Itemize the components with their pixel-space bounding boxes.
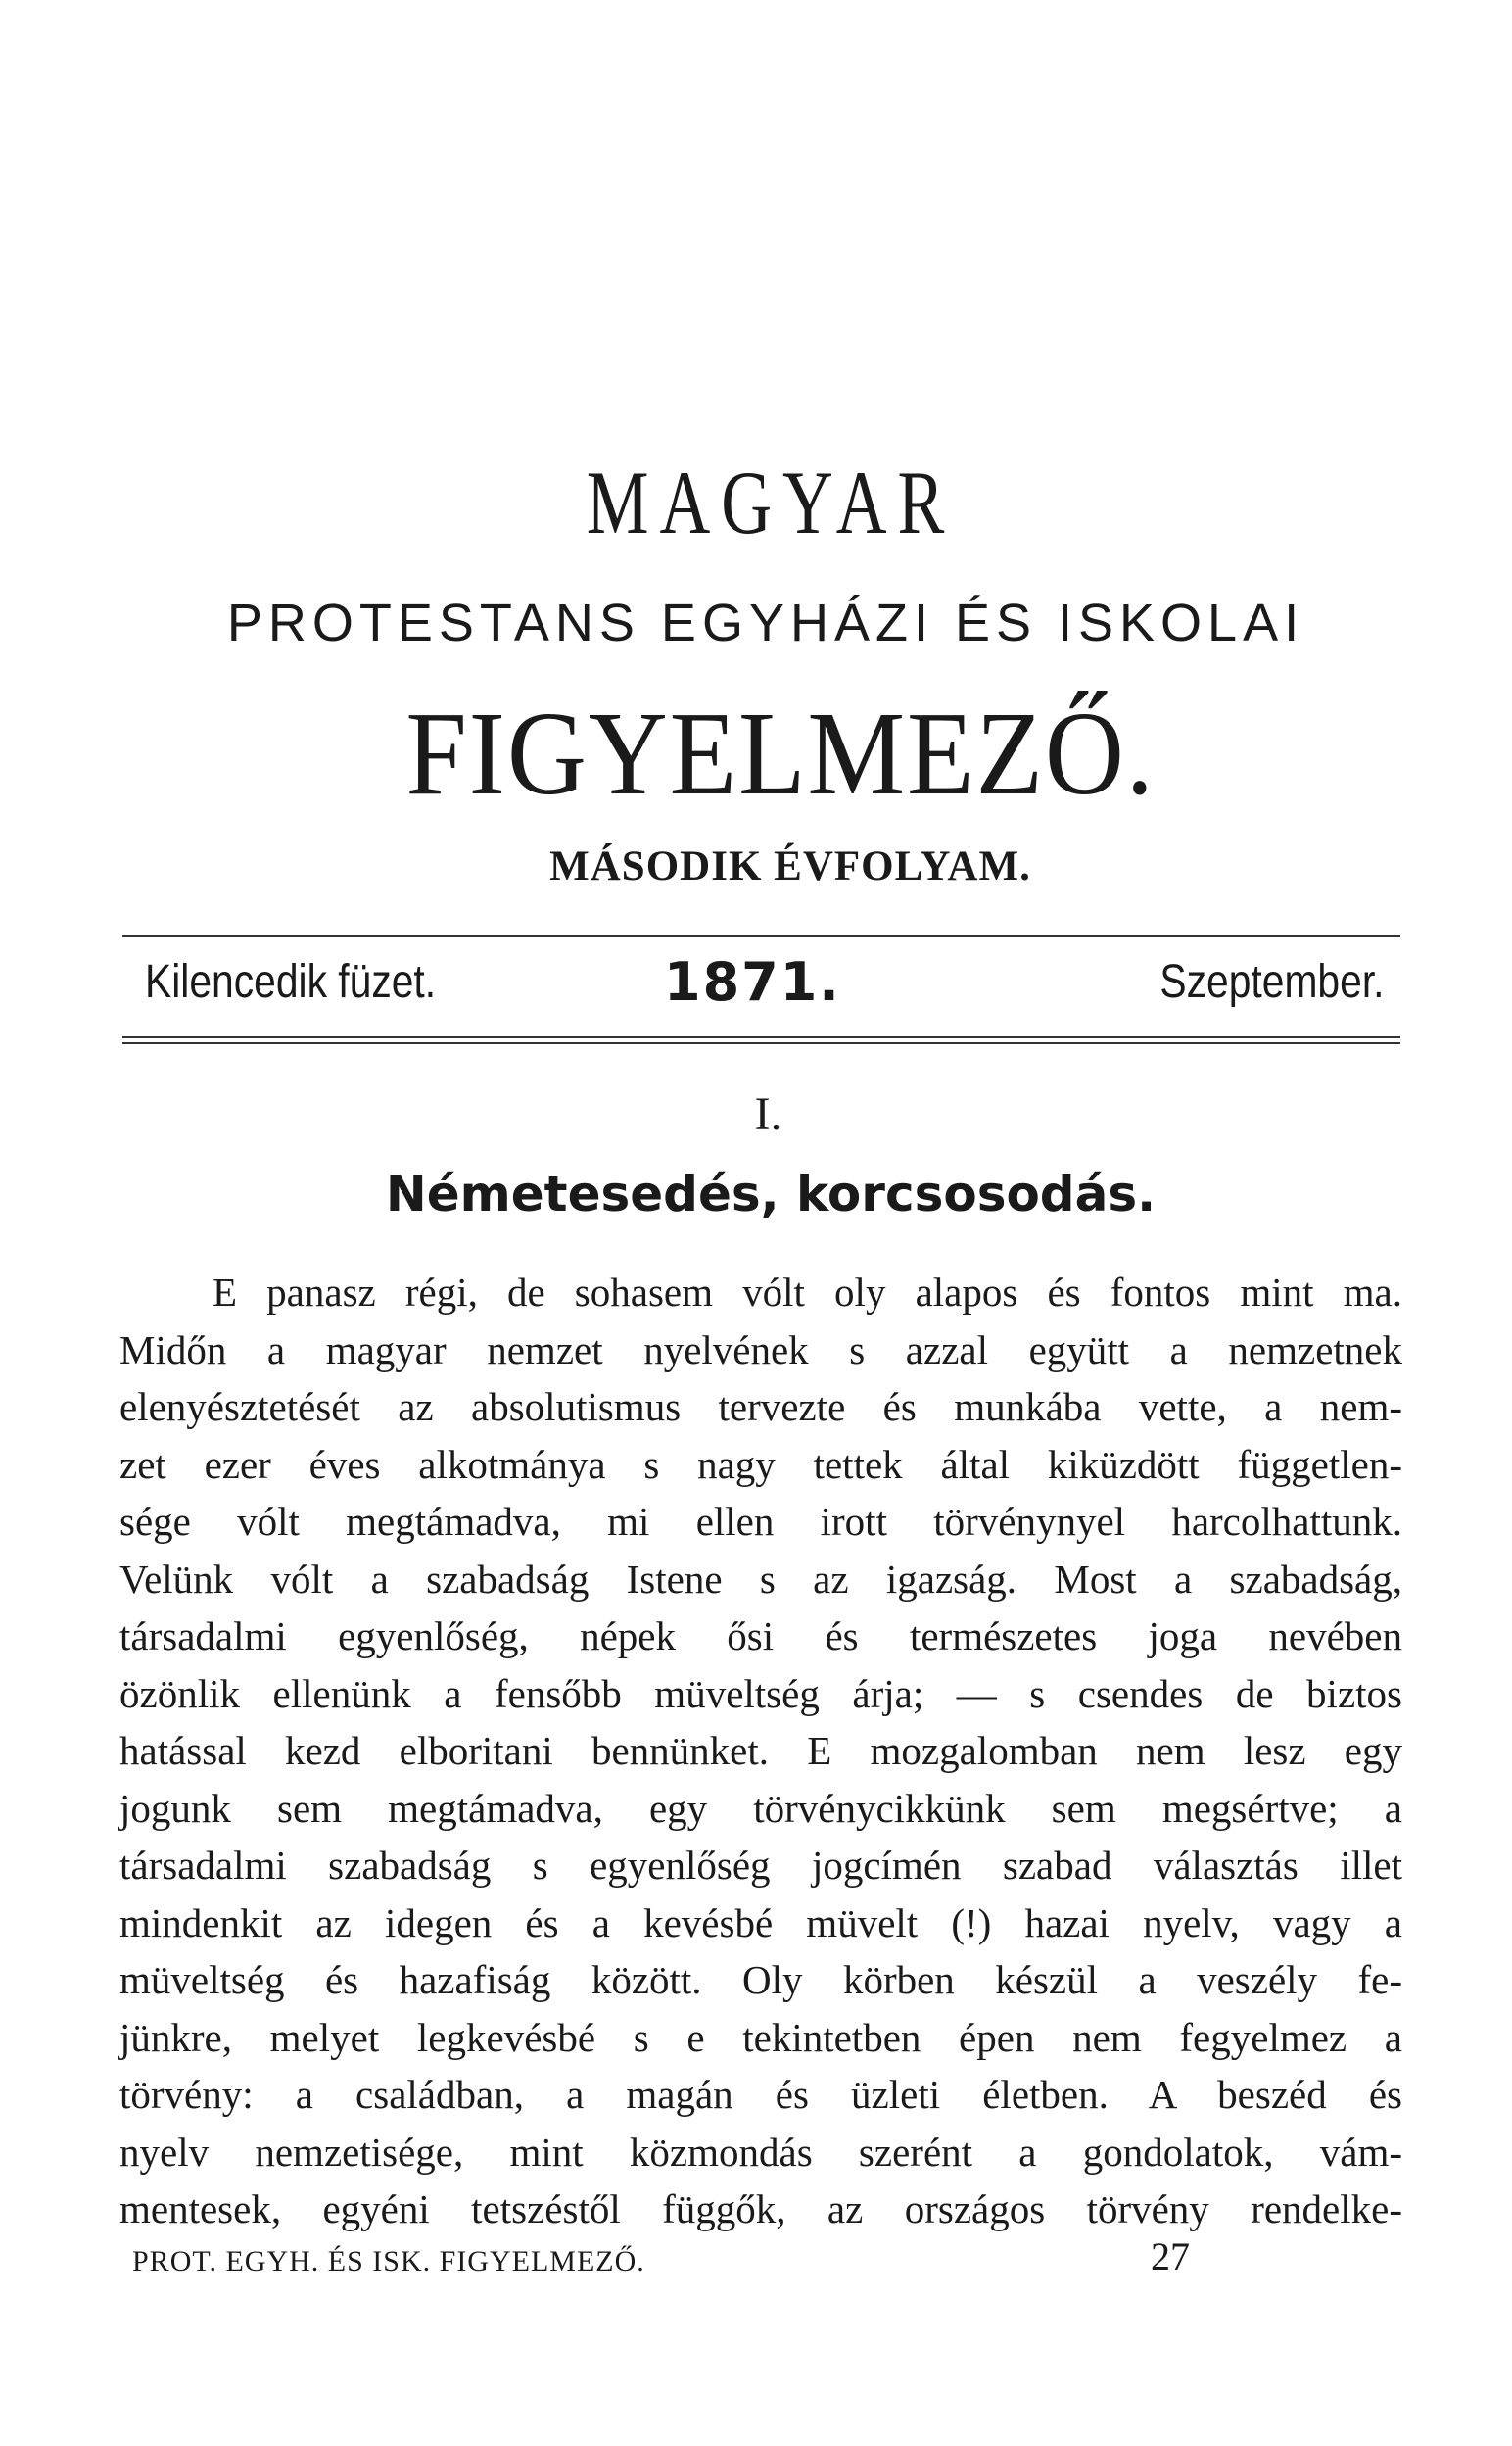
- volume-label: MÁSODIK ÉVFOLYAM.: [549, 843, 1031, 889]
- body-line: nyelv nemzetisége, mint közmondás szerént a gondolatok, vám-: [119, 2129, 1402, 2175]
- body-line: társadalmi szabadság s egyenlőség jogcímén szabad választás illet: [119, 1843, 1402, 1888]
- section-number: I.: [754, 1088, 782, 1140]
- page-number: 27: [1151, 2234, 1190, 2278]
- body-line: sége vólt megtámadva, mi ellen irott törvénynyel harcolhattunk.: [119, 1499, 1402, 1544]
- body-line: elenyésztetését az absolutismus tervezte és munkába vette, a nem-: [119, 1384, 1402, 1429]
- body-line: jogunk sem megtámadva, egy törvénycikkünk sem megsértve; a: [119, 1785, 1402, 1831]
- body-line: Velünk vólt a szabadság Istene s az igazság. Most a szabadság,: [119, 1556, 1402, 1602]
- issue-number: Kilencedik füzet.: [145, 956, 437, 1008]
- body-line: mentesek, egyéni tetszéstől függők, az országos törvény rendelke-: [119, 2186, 1402, 2231]
- body-line: törvény: a családban, a magán és üzleti életben. A beszéd és: [119, 2072, 1402, 2117]
- body-line: E panasz régi, de sohasem vólt oly alapos és fontos mint ma.: [213, 1270, 1402, 1315]
- article-body: [119, 1264, 1402, 2238]
- article-title: Németesedés, korcsosodás.: [385, 1166, 1157, 1223]
- issue-month: Szeptember.: [1158, 956, 1384, 1008]
- body-line: társadalmi egyenlőség, népek ősi és természetes joga nevében: [119, 1613, 1402, 1658]
- body-line: hatással kezd elboritani bennünket. E mozgalomban nem lesz egy: [119, 1728, 1402, 1773]
- body-line: müveltség és hazafiság között. Oly körben készül a veszély fe-: [119, 1957, 1402, 2002]
- body-line: mindenkit az idegen és a kevésbé müvelt (!) hazai nyelv, vagy a: [119, 1899, 1402, 1945]
- issue-row: [145, 951, 1384, 1014]
- journal-title-line3: FIGYELMEZŐ.: [405, 688, 1156, 820]
- top-rule: [122, 935, 1400, 937]
- body-line: Midőn a magyar nemzet nyelvének s azzal együtt a nemzetnek: [119, 1326, 1402, 1372]
- issue-year: 1871.: [664, 951, 841, 1013]
- journal-title-line2: PROTESTANS EGYHÁZI ÉS ISKOLAI: [226, 594, 1305, 652]
- body-line: zet ezer éves alkotmánya s nagy tettek által kiküzdött független-: [119, 1441, 1402, 1487]
- page-footer: [132, 2233, 1209, 2282]
- running-title: PROT. EGYH. ÉS ISK. FIGYELMEZŐ.: [132, 2245, 645, 2278]
- journal-title-line1: MAGYAR: [586, 453, 956, 552]
- bottom-double-rule: [122, 1036, 1400, 1044]
- body-line: özönlik ellenünk a fensőbb müveltség árja; — s csendes de biztos: [119, 1670, 1402, 1716]
- body-line: jünkre, melyet legkevésbé s e tekintetben épen nem fegyelmez a: [119, 2014, 1402, 2060]
